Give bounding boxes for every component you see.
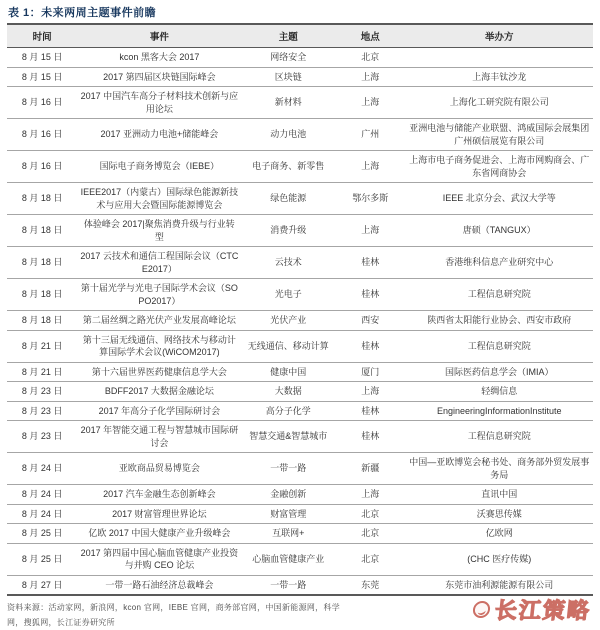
cell-event: 2017 汽车金融生态创新峰会: [77, 485, 241, 505]
changjiang-logo-icon: [472, 601, 491, 618]
source-note: 资料来源：活动家网，新浪网，kcon 官网，IEBE 官网，商务部官网，中国新能源网，科学网，搜狐网，长江证券研究所: [7, 603, 341, 627]
cell-event: 2017 财富管理世界论坛: [77, 504, 241, 524]
table-row: [7, 504, 593, 524]
table-row: [7, 67, 593, 87]
cell-event: 国际电子商务博览会（IEBE）: [77, 151, 241, 183]
table-row: [7, 362, 593, 382]
cell-theme: 绿色能源: [241, 183, 335, 215]
table-header-row: [7, 24, 593, 48]
cell-event: 2017 年智能交通工程与智慧城市国际研讨会: [77, 421, 241, 453]
cell-theme: 一带一路: [241, 453, 335, 485]
cell-organizer: [405, 48, 593, 68]
cell-organizer: IEEE 北京分会、武汉大学等: [405, 183, 593, 215]
table-row: [7, 151, 593, 183]
cell-theme: 高分子化学: [241, 401, 335, 421]
cell-event: BDFF2017 大数据金融论坛: [77, 382, 241, 402]
table-footer: [7, 600, 593, 630]
cell-date: 8 月 18 日: [7, 247, 77, 279]
cell-theme: 智慧交通&智慧城市: [241, 421, 335, 453]
cell-theme: 财富管理: [241, 504, 335, 524]
cell-theme: 一带一路: [241, 575, 335, 595]
cell-event: 第十三届无线通信、网络技术与移动计算国际学术会议(WiCOM2017): [77, 330, 241, 362]
cell-location: 鄂尔多斯: [335, 183, 405, 215]
cell-event: 亿欧 2017 中国大健康产业升级峰会: [77, 524, 241, 544]
cell-theme: 消费升级: [241, 215, 335, 247]
cell-theme: 金融创新: [241, 485, 335, 505]
cell-theme: 云技术: [241, 247, 335, 279]
cell-location: 桂林: [335, 401, 405, 421]
table-row: [7, 183, 593, 215]
cell-organizer: 上海丰钛沙龙: [405, 67, 593, 87]
cell-date: 8 月 24 日: [7, 485, 77, 505]
header-cell-organizer: 举办方: [405, 24, 593, 48]
cell-organizer: 工程信息研究院: [405, 330, 593, 362]
cell-theme: 区块链: [241, 67, 335, 87]
cell-organizer: 陕西省太阳能行业协会、西安市政府: [405, 311, 593, 331]
header-cell-theme: 主题: [241, 24, 335, 48]
cell-date: 8 月 21 日: [7, 330, 77, 362]
cell-date: 8 月 15 日: [7, 67, 77, 87]
cell-location: 桂林: [335, 421, 405, 453]
cell-theme: 网络安全: [241, 48, 335, 68]
cell-organizer: 东莞市油利源能源有限公司: [405, 575, 593, 595]
cell-date: 8 月 16 日: [7, 119, 77, 151]
header-cell-time: 时间: [7, 24, 77, 48]
watermark-text: 长江策略: [493, 598, 593, 623]
cell-organizer: 轻绸信息: [405, 382, 593, 402]
table-row: [7, 421, 593, 453]
cell-event: 第十六届世界医药健康信息学大会: [77, 362, 241, 382]
cell-date: 8 月 15 日: [7, 48, 77, 68]
cell-theme: 健康中国: [241, 362, 335, 382]
cell-date: 8 月 18 日: [7, 279, 77, 311]
cell-location: 西安: [335, 311, 405, 331]
cell-event: 2017 亚洲动力电池+储能峰会: [77, 119, 241, 151]
cell-date: 8 月 23 日: [7, 382, 77, 402]
page-title: 表 1：未来两周主题事件前瞻: [8, 7, 157, 19]
table-row: [7, 48, 593, 68]
table-row: [7, 87, 593, 119]
cell-theme: 心脑血管健康产业: [241, 543, 335, 575]
cell-organizer: 国际医药信息学会（IMIA）: [405, 362, 593, 382]
cell-event: 2017 年高分子化学国际研讨会: [77, 401, 241, 421]
cell-location: 上海: [335, 87, 405, 119]
cell-location: 上海: [335, 67, 405, 87]
cell-event: 体验峰会 2017|聚焦消费升级与行业转型: [77, 215, 241, 247]
cell-location: 厦门: [335, 362, 405, 382]
table-row: [7, 311, 593, 331]
table-row: [7, 524, 593, 544]
cell-location: 北京: [335, 48, 405, 68]
cell-organizer: 工程信息研究院: [405, 421, 593, 453]
cell-organizer: 工程信息研究院: [405, 279, 593, 311]
watermark: [471, 594, 592, 625]
cell-organizer: 上海市电子商务促进会、上海市网购商会、广东省网商协会: [405, 151, 593, 183]
cell-date: 8 月 18 日: [7, 215, 77, 247]
cell-organizer: EngineeringInformationInstitute: [405, 401, 593, 421]
cell-location: 桂林: [335, 330, 405, 362]
cell-event: 2017 第四届中国心脑血管健康产业投资与并购 CEO 论坛: [77, 543, 241, 575]
cell-theme: 动力电池: [241, 119, 335, 151]
cell-date: 8 月 18 日: [7, 311, 77, 331]
cell-organizer: 直讯中国: [405, 485, 593, 505]
cell-event: 第二届丝绸之路光伏产业发展高峰论坛: [77, 311, 241, 331]
cell-event: 2017 云技术和通信工程国际会议（CTCE2017）: [77, 247, 241, 279]
cell-date: 8 月 23 日: [7, 401, 77, 421]
cell-date: 8 月 21 日: [7, 362, 77, 382]
table-row: [7, 279, 593, 311]
cell-location: 北京: [335, 543, 405, 575]
cell-date: 8 月 18 日: [7, 183, 77, 215]
cell-date: 8 月 24 日: [7, 504, 77, 524]
cell-organizer: (CHC 医疗传媒): [405, 543, 593, 575]
cell-event: kcon 黑客大会 2017: [77, 48, 241, 68]
cell-date: 8 月 16 日: [7, 151, 77, 183]
table-row: [7, 119, 593, 151]
table-row: [7, 401, 593, 421]
cell-location: 东莞: [335, 575, 405, 595]
header-cell-location: 地点: [335, 24, 405, 48]
cell-organizer: 香港维科信息产业研究中心: [405, 247, 593, 279]
cell-theme: 新材料: [241, 87, 335, 119]
table-row: [7, 215, 593, 247]
cell-location: 桂林: [335, 247, 405, 279]
events-table: [7, 23, 593, 596]
table-row: [7, 543, 593, 575]
table-row: [7, 575, 593, 595]
cell-location: 北京: [335, 524, 405, 544]
table-row: [7, 247, 593, 279]
cell-date: 8 月 25 日: [7, 543, 77, 575]
cell-date: 8 月 23 日: [7, 421, 77, 453]
cell-organizer: 亚洲电池与储能产业联盟、鸿威国际会展集团广州硕信展览有限公司: [405, 119, 593, 151]
cell-event: 2017 中国汽车高分子材料技术创新与应用论坛: [77, 87, 241, 119]
cell-theme: 电子商务、新零售: [241, 151, 335, 183]
cell-theme: 光电子: [241, 279, 335, 311]
cell-event: 第十届光学与光电子国际学术会议（SOPO2017）: [77, 279, 241, 311]
cell-organizer: 唐硕（TANGUX）: [405, 215, 593, 247]
table-row: [7, 330, 593, 362]
header-cell-event: 事件: [77, 24, 241, 48]
cell-location: 广州: [335, 119, 405, 151]
cell-location: 桂林: [335, 279, 405, 311]
cell-location: 上海: [335, 485, 405, 505]
cell-date: 8 月 16 日: [7, 87, 77, 119]
events-table-body: [7, 48, 593, 596]
cell-location: 北京: [335, 504, 405, 524]
table-row: [7, 453, 593, 485]
cell-organizer: 亿欧网: [405, 524, 593, 544]
cell-organizer: 中国—亚欧博览会秘书处、商务部外贸发展事务局: [405, 453, 593, 485]
cell-location: 新疆: [335, 453, 405, 485]
table-row: [7, 485, 593, 505]
cell-theme: 大数据: [241, 382, 335, 402]
cell-event: IEEE2017（内蒙古）国际绿色能源新技术与应用大会暨国际能源博览会: [77, 183, 241, 215]
cell-date: 8 月 27 日: [7, 575, 77, 595]
cell-event: 一带一路石油经济总裁峰会: [77, 575, 241, 595]
cell-date: 8 月 24 日: [7, 453, 77, 485]
cell-organizer: 沃赛思传媒: [405, 504, 593, 524]
cell-theme: 互联网+: [241, 524, 335, 544]
cell-location: 上海: [335, 151, 405, 183]
cell-organizer: 上海化工研究院有限公司: [405, 87, 593, 119]
cell-event: 亚欧商品贸易博览会: [77, 453, 241, 485]
cell-theme: 无线通信、移动计算: [241, 330, 335, 362]
cell-theme: 光伏产业: [241, 311, 335, 331]
cell-location: 上海: [335, 215, 405, 247]
cell-location: 上海: [335, 382, 405, 402]
cell-date: 8 月 25 日: [7, 524, 77, 544]
cell-event: 2017 第四届区块链国际峰会: [77, 67, 241, 87]
table-row: [7, 382, 593, 402]
